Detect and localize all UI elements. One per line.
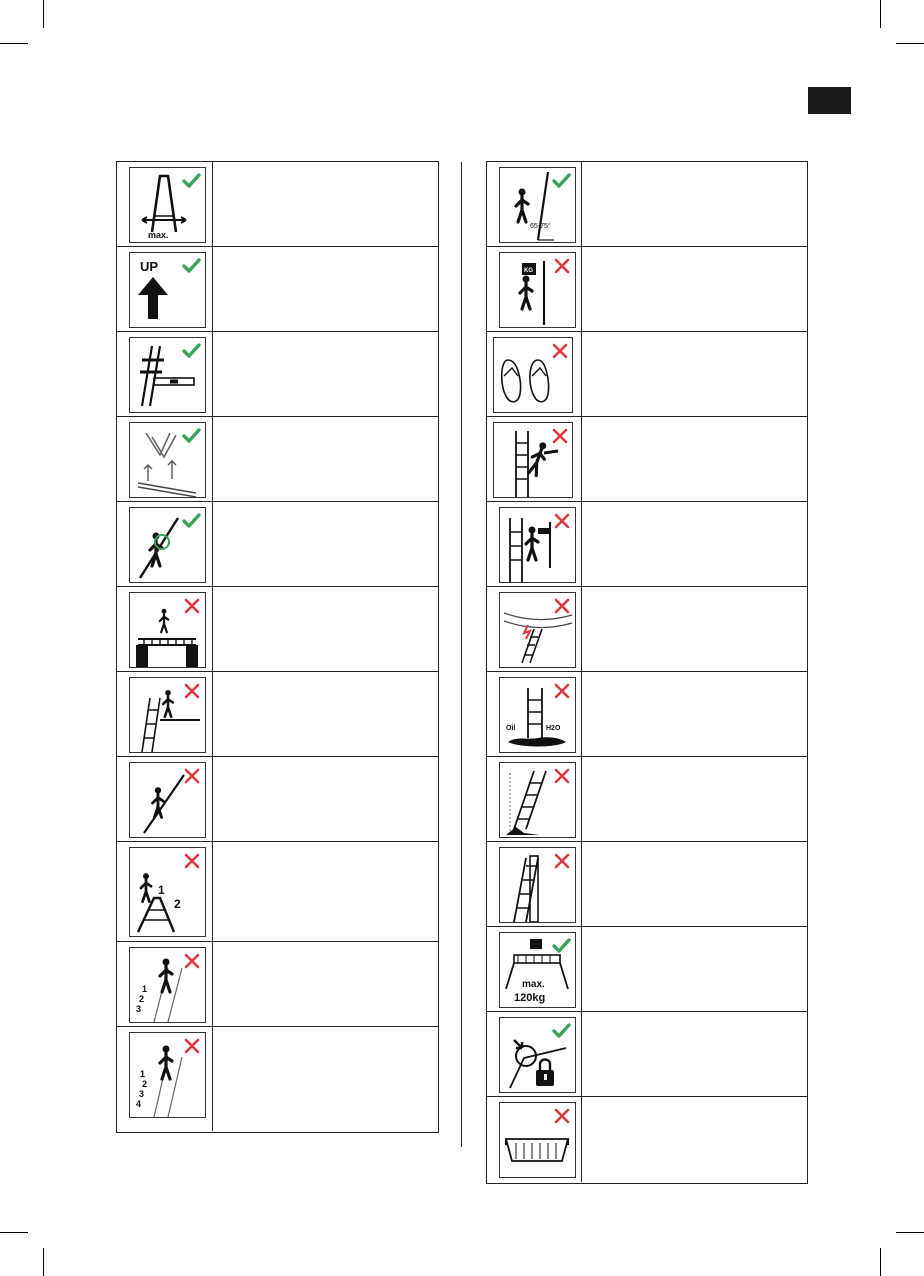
description-cell	[582, 587, 807, 671]
table-row	[487, 162, 807, 247]
description-cell	[582, 672, 807, 756]
scaffold-board-icon	[499, 1102, 576, 1178]
table-row	[117, 757, 438, 842]
crop-mark	[896, 43, 924, 44]
table-row	[117, 332, 438, 417]
carry-load-icon	[499, 252, 576, 328]
lean-sideways-icon	[493, 422, 573, 498]
lean-angle-icon	[499, 167, 576, 243]
crop-mark	[43, 0, 44, 28]
rung-label: 1	[142, 984, 148, 994]
description-cell	[213, 502, 438, 586]
rung-label: 2	[142, 1079, 148, 1089]
flip-flops-icon	[493, 337, 573, 413]
description-cell	[582, 842, 807, 926]
description-cell	[213, 162, 438, 246]
max-load-platform-icon	[499, 932, 576, 1008]
ladder-bridge-icon	[129, 592, 206, 668]
crop-mark	[0, 43, 28, 44]
drill-on-ladder-icon	[499, 507, 576, 583]
hinge-padlock-icon	[499, 1017, 576, 1093]
up-label: UP	[140, 259, 159, 274]
slippery-ground-icon	[499, 677, 576, 753]
language-tab	[808, 87, 851, 114]
liquid-label: H2O	[546, 725, 561, 732]
table-row	[487, 1012, 807, 1097]
table-row	[117, 672, 438, 757]
description-cell	[582, 162, 807, 246]
description-cell	[213, 332, 438, 416]
max-load-label: 120kg	[514, 992, 546, 1004]
max-label: max.	[522, 979, 545, 990]
table-row	[117, 942, 438, 1027]
ladder-top-three-rungs-icon	[129, 947, 206, 1023]
description-cell	[582, 417, 807, 501]
step-label: 1	[158, 883, 165, 897]
crop-mark	[880, 1248, 881, 1276]
climber-grip-icon	[129, 507, 206, 583]
right-pictogram-table	[486, 161, 808, 1184]
table-row	[117, 587, 438, 672]
crop-mark	[0, 1232, 28, 1233]
rung-label: 4	[136, 1099, 142, 1109]
spirit-level-icon	[129, 337, 206, 413]
description-cell	[213, 842, 438, 941]
description-cell	[582, 927, 807, 1011]
table-row	[487, 417, 807, 502]
angle-label: 65-75°	[530, 223, 551, 230]
crop-mark	[43, 1248, 44, 1276]
unstable-base-icon	[499, 762, 576, 838]
table-row	[487, 332, 807, 417]
table-row	[487, 842, 807, 927]
table-row	[117, 502, 438, 587]
table-row	[487, 502, 807, 587]
rung-label: 3	[139, 1089, 145, 1099]
description-cell	[582, 1097, 807, 1182]
description-cell	[213, 247, 438, 331]
weight-label: KG	[524, 268, 533, 274]
table-row	[487, 672, 807, 757]
power-lines-icon	[499, 592, 576, 668]
description-cell	[213, 757, 438, 841]
crop-mark	[896, 1232, 924, 1233]
table-row	[117, 417, 438, 502]
description-cell	[582, 757, 807, 841]
liquid-label: Oil	[506, 725, 516, 732]
table-row	[487, 587, 807, 672]
description-cell	[213, 1027, 438, 1131]
climber-one-hand-icon	[129, 762, 206, 838]
rung-label: 1	[140, 1069, 146, 1079]
up-arrow-icon	[129, 252, 206, 328]
description-cell	[213, 587, 438, 671]
rung-label: 2	[139, 994, 145, 1004]
step-off-platform-icon	[129, 677, 206, 753]
lean-on-pole-icon	[499, 847, 576, 923]
column-divider	[461, 162, 462, 1147]
stepladder-top-steps-icon	[129, 847, 206, 937]
table-row	[117, 842, 438, 942]
spread-label: max.	[148, 230, 169, 240]
description-cell	[582, 247, 807, 331]
left-pictogram-table	[116, 161, 439, 1133]
hinge-lock-icon	[129, 422, 206, 498]
rung-label: 3	[136, 1004, 142, 1014]
ladder-top-four-rungs-icon	[129, 1032, 206, 1118]
description-cell	[213, 417, 438, 501]
description-cell	[213, 942, 438, 1026]
table-row	[487, 1097, 807, 1182]
table-row	[117, 1027, 438, 1131]
description-cell	[213, 672, 438, 756]
description-cell	[582, 1012, 807, 1096]
step-label: 2	[174, 897, 181, 911]
table-row	[117, 247, 438, 332]
description-cell	[582, 502, 807, 586]
table-row	[487, 247, 807, 332]
table-row	[487, 757, 807, 842]
description-cell	[582, 332, 807, 416]
table-row	[117, 162, 438, 247]
crop-mark	[880, 0, 881, 28]
table-row	[487, 927, 807, 1012]
a-frame-max-spread-icon	[129, 167, 206, 243]
